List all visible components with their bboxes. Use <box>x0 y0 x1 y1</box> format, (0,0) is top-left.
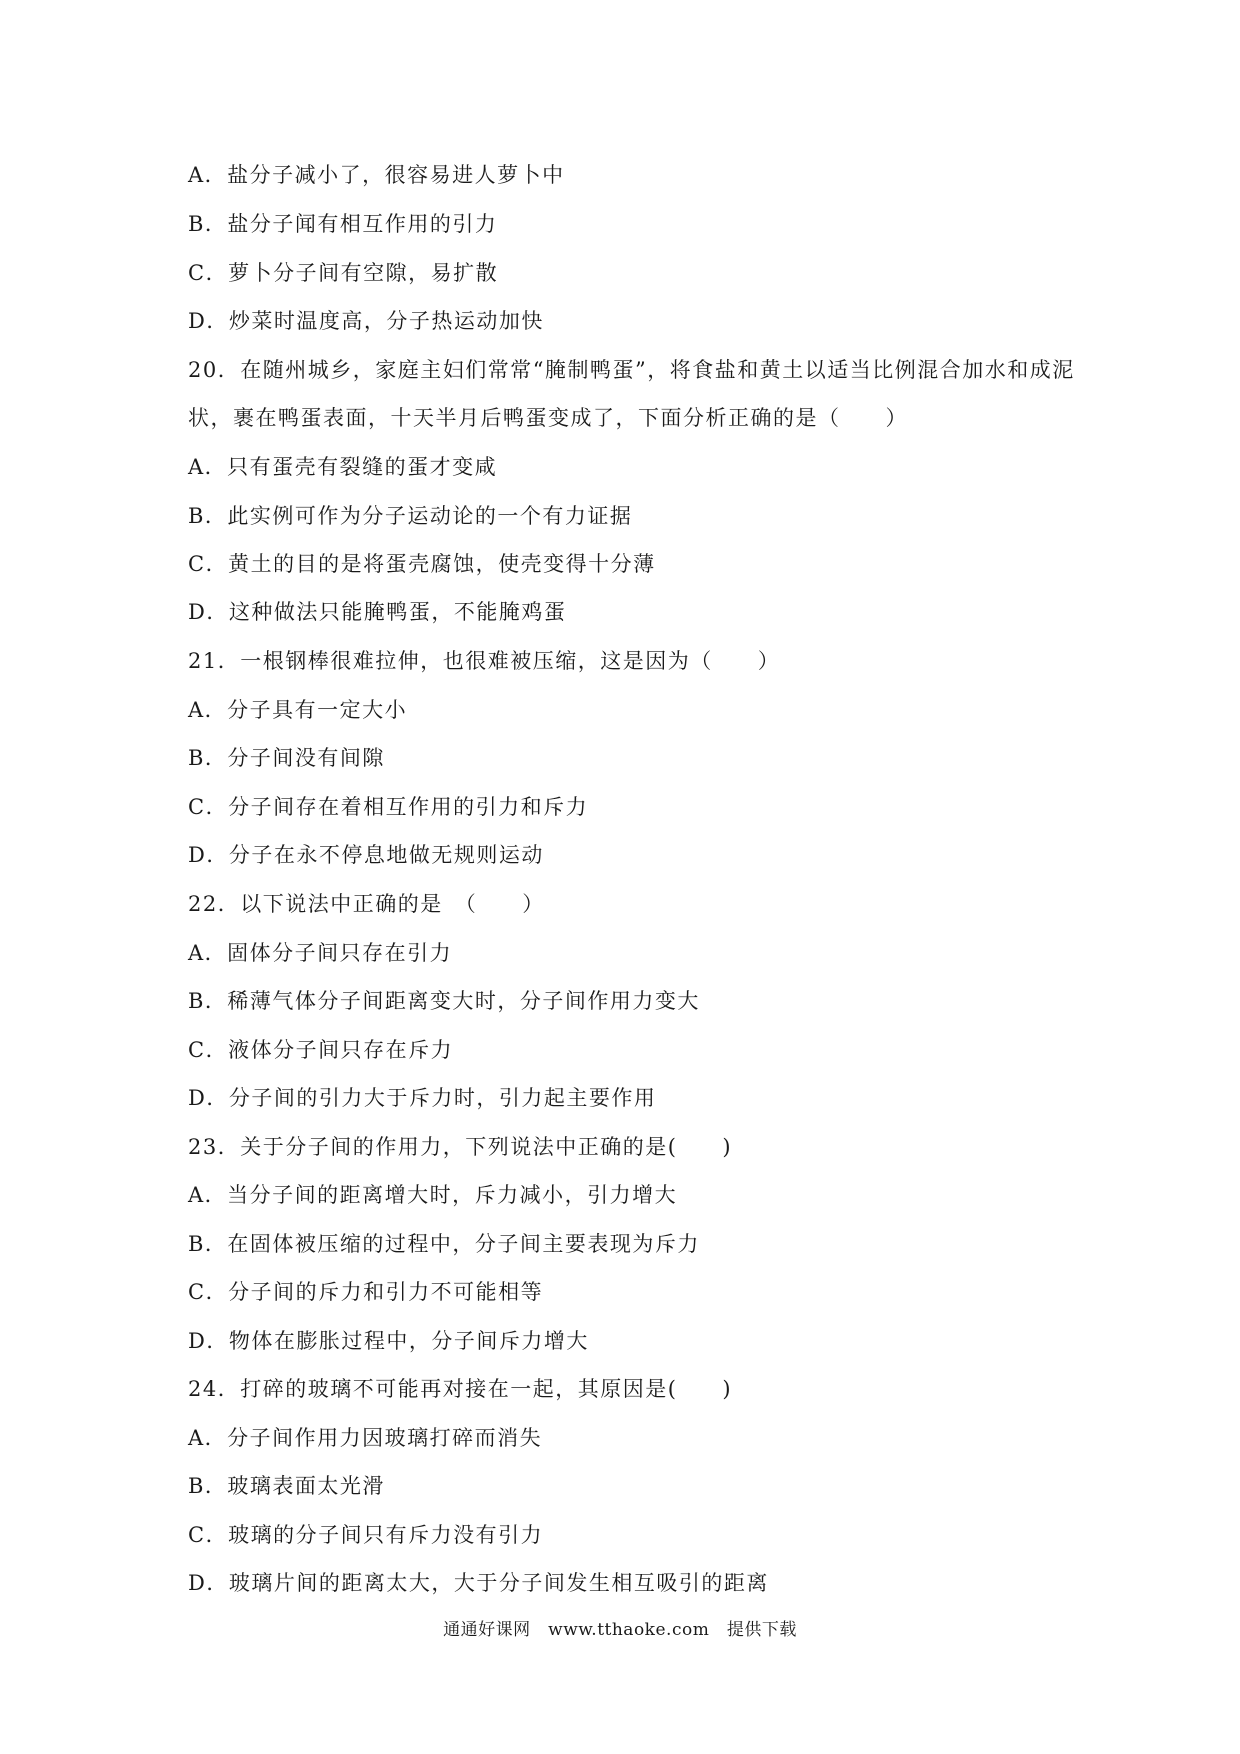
option-line: A．固体分子间只存在引力 <box>188 941 453 965</box>
question-23-text: 23．关于分子间的作用力，下列说法中正确的是( ) <box>188 1135 733 1159</box>
question-20-text-cont: 状，裹在鸭蛋表面，十天半月后鸭蛋变成了，下面分析正确的是（ ） <box>188 406 908 430</box>
option-line: C．萝卜分子间有空隙，易扩散 <box>188 261 499 285</box>
question-21-text: 21．一根钢棒很难拉伸，也很难被压缩，这是因为（ ） <box>188 649 781 673</box>
option-line: B．玻璃表面太光滑 <box>188 1474 385 1498</box>
option-line: B．稀薄气体分子间距离变大时，分子间作用力变大 <box>188 989 700 1013</box>
option-line: C．玻璃的分子间只有斥力没有引力 <box>188 1523 544 1547</box>
option-line: D．分子间的引力大于斥力时，引力起主要作用 <box>188 1086 657 1110</box>
page-footer: 通通好课网 www.tthaoke.com 提供下载 <box>443 1620 797 1640</box>
option-line: C．黄土的目的是将蛋壳腐蚀，使壳变得十分薄 <box>188 552 656 576</box>
option-line: C．分子间的斥力和引力不可能相等 <box>188 1280 544 1304</box>
question-22-text: 22．以下说法中正确的是 （ ） <box>188 892 545 916</box>
option-line: B．盐分子闻有相互作用的引力 <box>188 212 498 236</box>
option-line: D．玻璃片间的距离太大，大于分子间发生相互吸引的距离 <box>188 1571 769 1595</box>
option-line: B．在固体被压缩的过程中，分子间主要表现为斥力 <box>188 1232 700 1256</box>
option-line: B．分子间没有间隙 <box>188 746 385 770</box>
option-line: C．分子间存在着相互作用的引力和斥力 <box>188 795 589 819</box>
question-24-text: 24．打碎的玻璃不可能再对接在一起，其原因是( ) <box>188 1377 733 1401</box>
question-20-text: 20．在随州城乡，家庭主妇们常常“腌制鸭蛋”，将食盐和黄土以适当比例混合加水和成泥 <box>188 358 1075 382</box>
option-line: D．这种做法只能腌鸭蛋，不能腌鸡蛋 <box>188 600 567 624</box>
option-line: A．盐分子减小了，很容易进人萝卜中 <box>188 163 565 187</box>
option-line: A．只有蛋壳有裂缝的蛋才变咸 <box>188 455 498 479</box>
option-line: C．液体分子间只存在斥力 <box>188 1038 454 1062</box>
option-line: D．分子在永不停息地做无规则运动 <box>188 843 544 867</box>
option-line: A．当分子间的距离增大时，斥力减小，引力增大 <box>188 1183 678 1207</box>
option-line: D．物体在膨胀过程中，分子间斥力增大 <box>188 1329 589 1353</box>
option-line: D．炒菜时温度高，分子热运动加快 <box>188 309 544 333</box>
option-line: A．分子具有一定大小 <box>188 698 408 722</box>
option-line: B．此实例可作为分子运动论的一个有力证据 <box>188 504 633 528</box>
option-line: A．分子间作用力因玻璃打碎而消失 <box>188 1426 543 1450</box>
